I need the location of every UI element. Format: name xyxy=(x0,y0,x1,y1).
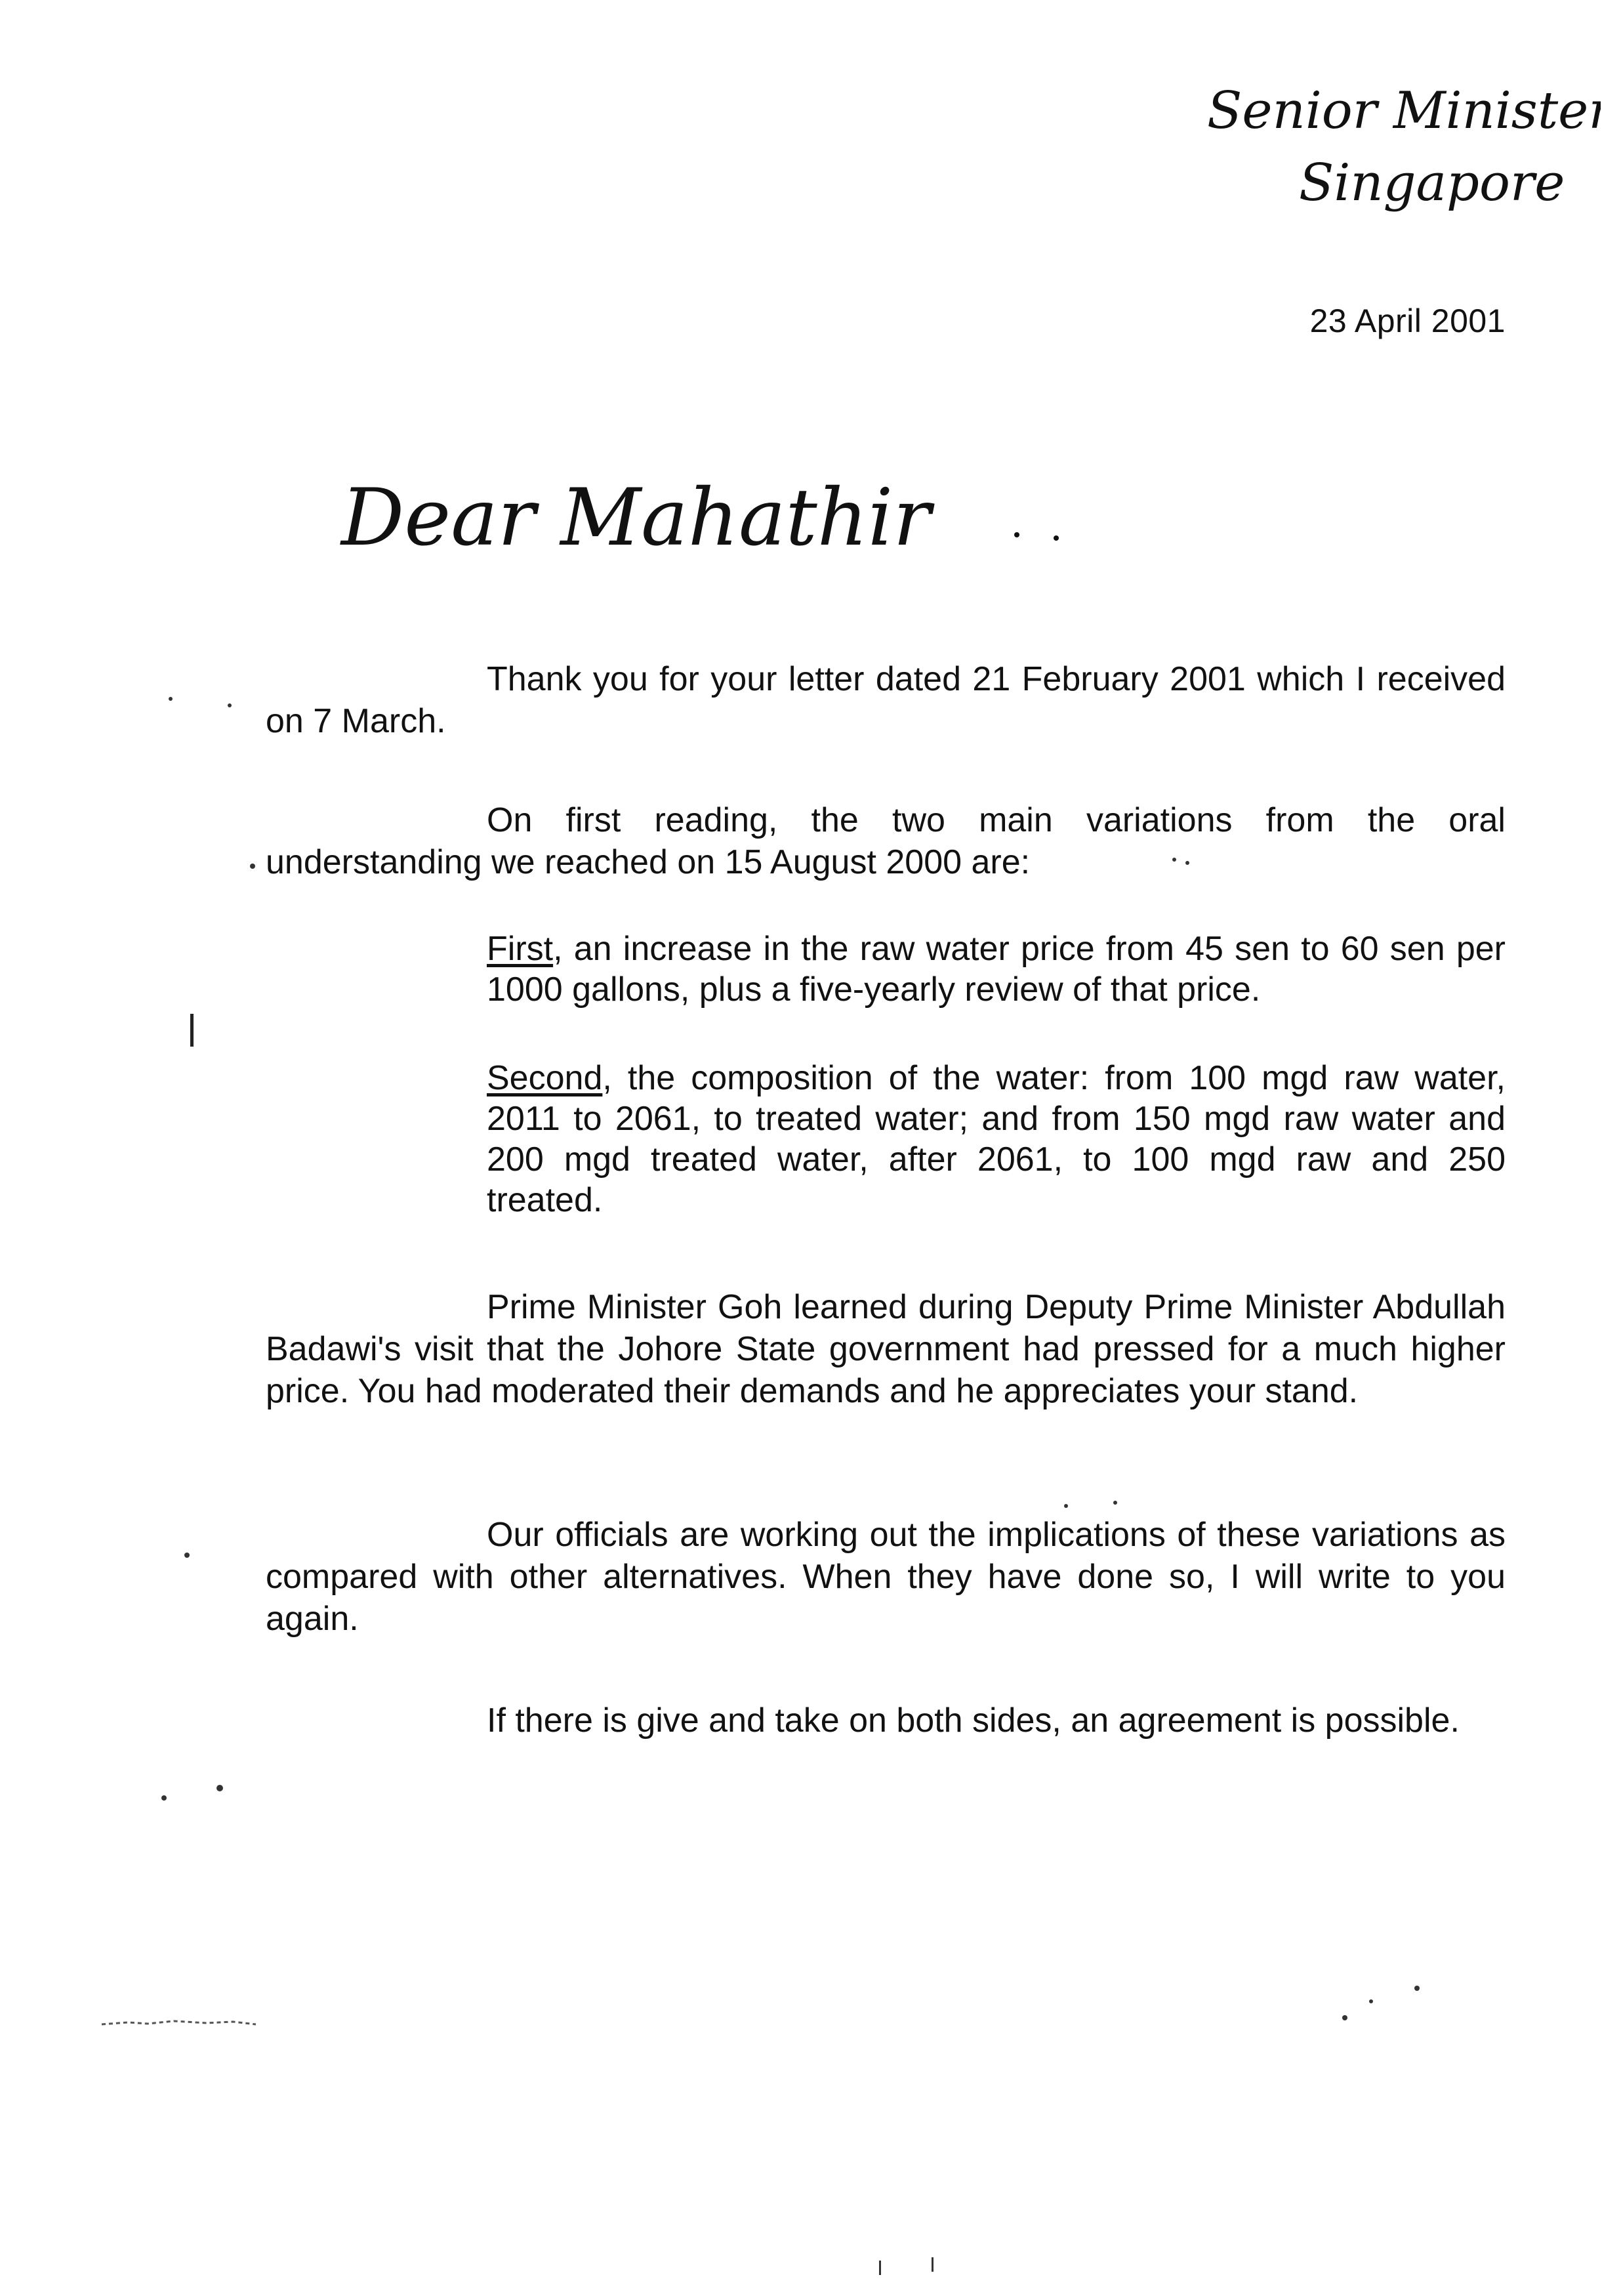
paragraph-officials: Our officials are working out the implications of these variations as compared with other alternatives. When they have done so, I will write to you again. xyxy=(266,1516,1506,1638)
paragraph-thanks: Thank you for your letter dated 21 February 2001 which I received on 7 March. xyxy=(266,660,1506,740)
paragraph-variations-intro: On first reading, the two main variations from the oral understanding we reached on 15 August 2000 are: xyxy=(266,801,1506,881)
first-variation-text: , an increase in the raw water price from 45 sen to 60 sen per 1000 gallons, plus a five-yearly review of that price. xyxy=(487,930,1506,1009)
paragraph-first-variation xyxy=(487,929,1506,1010)
letter-date: 23 April 2001 xyxy=(1309,303,1506,339)
second-variation-text: , the composition of the water: from 100 mgd raw water, 2011 to 2061, to treated water; and from 150 mgd raw water and 200 mgd treated water, after 2061, to 100 mgd raw and 250 treated. xyxy=(487,1059,1506,1219)
scan-mark xyxy=(190,1014,194,1047)
paragraph-second-variation xyxy=(487,1058,1506,1221)
letterhead xyxy=(1207,72,1601,223)
salutation-text: Dear Mahathir xyxy=(341,472,931,564)
paragraph-pm-goh: Prime Minister Goh learned during Deputy Prime Minister Abdullah Badawi's visit that the Johore State government had pressed for a much higher price. You had moderated their demands and he appreciates your stand. xyxy=(266,1288,1506,1410)
second-label: Second xyxy=(487,1059,603,1097)
trailing-dot xyxy=(1054,535,1059,541)
first-label: First xyxy=(487,930,554,968)
letterhead-line-2: Singapore xyxy=(1299,154,1565,213)
paragraph-agreement: If there is give and take on both sides, an agreement is possible. xyxy=(487,1701,1460,1740)
letterhead-line-1: Senior Minister xyxy=(1207,81,1601,140)
handwritten-salutation xyxy=(328,453,1082,584)
trailing-dot xyxy=(1014,532,1019,537)
